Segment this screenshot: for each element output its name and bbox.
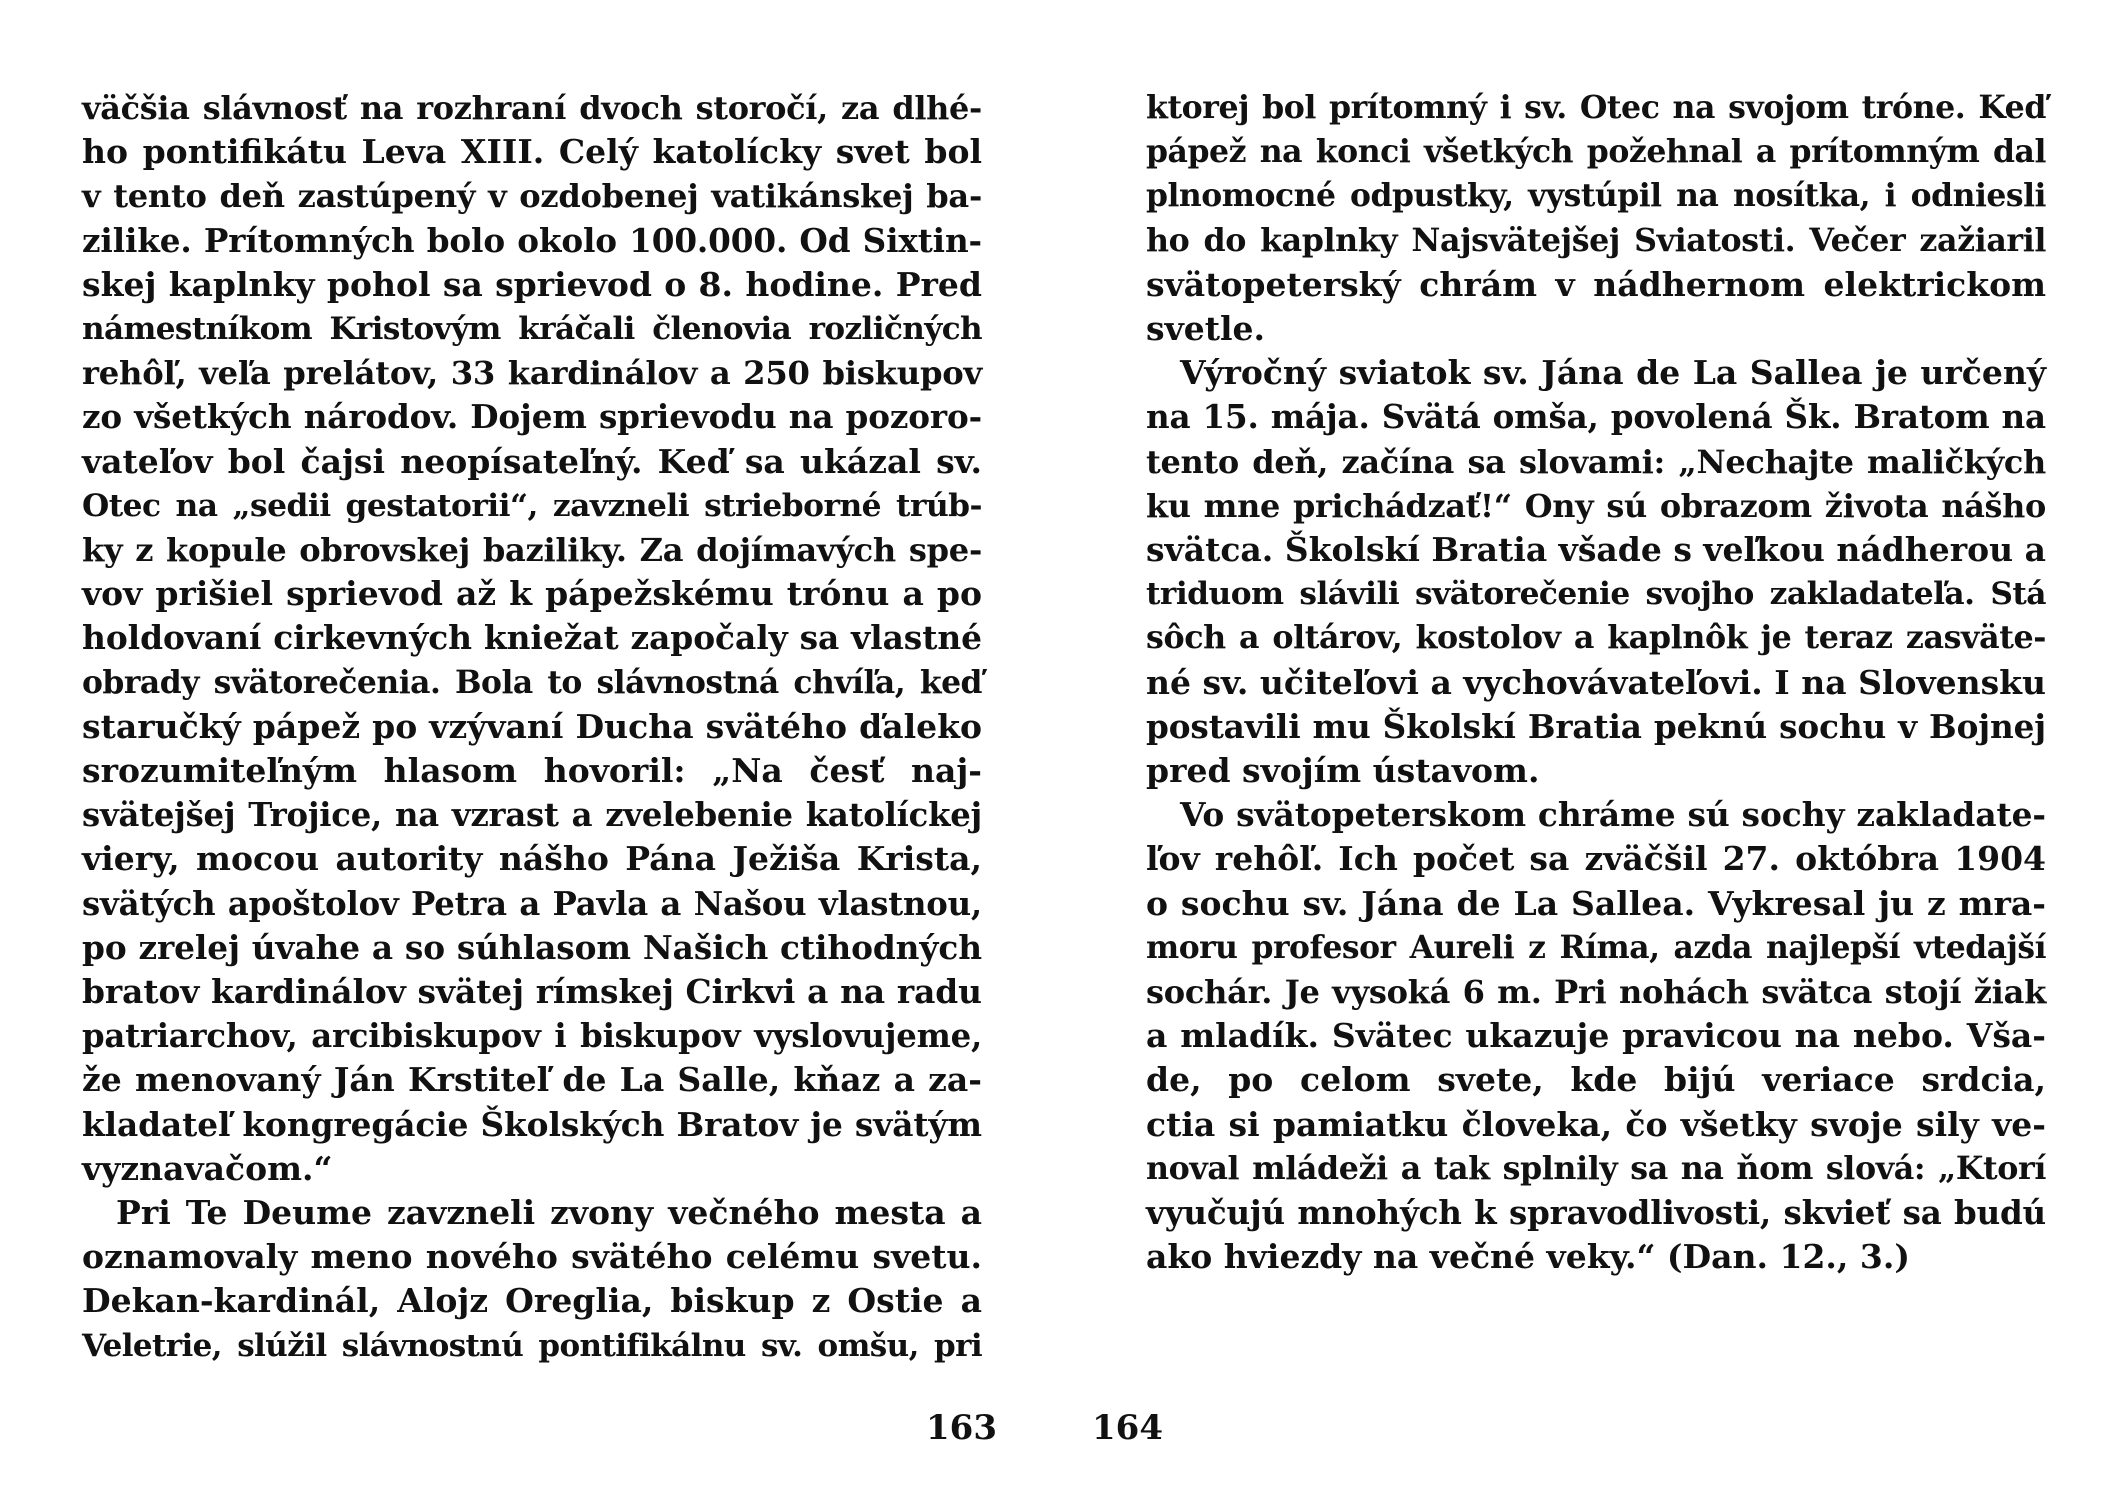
text-line: svätých apoštolov Petra a Pavla a Našou vlastnou, [82,884,982,923]
text-line: v tento deň zastúpený v ozdobenej vatikánskej ba- [82,177,982,216]
text-line: Výročný sviatok sv. Jána de La Sallea je určený [1180,353,2046,393]
text-line: že menovaný Ján Krstiteľ de La Salle, kňaz a za- [82,1060,982,1100]
text-line: svetle. [1146,309,1266,349]
text-line: námestníkom Kristovým kráčali členovia rozličných [82,311,982,348]
text-line: Dekan-kardinál, Alojz Oreglia, biskup z Ostie a [82,1281,982,1321]
text-line: triduom slávili svätorečenie svojho zakladateľa. Stá [1146,576,2046,613]
text-line: postavili mu Školskí Bratia peknú sochu v Bojnej [1146,706,2046,746]
text-line: vov prišiel sprievod až k pápežskému trónu a po [82,574,982,614]
text-line: Veletrie, slúžil slávnostnú pontifikálnu sv. omšu, pri [82,1327,982,1364]
text-line: ho pontifikátu Leva XIII. Celý katolícky svet bol [82,132,982,172]
text-line: oznamovaly meno nového svätého celému svetu. [82,1237,982,1277]
text-line: Otec na „sedii gestatorii“, zavzneli strieborné trúb- [82,487,982,524]
text-line: noval mládeži a tak splnily sa na ňom slová: „Ktorí [1146,1149,2046,1187]
left-page-text [82,86,982,1368]
text-line: vyznavačom.“ [82,1148,333,1188]
text-line: vateľov bol čajsi neopísateľný. Keď sa ukázal sv. [82,441,982,481]
text-line: zilike. Prítomných bolo okolo 100.000. Od Sixtin- [82,220,982,260]
text-line: viery, mocou autority nášho Pána Ježiša Krista, [82,839,982,879]
text-line: ky z kopule obrovskej baziliky. Za dojímavých spe- [82,531,982,570]
text-line: pred svojím ústavom. [1146,751,1540,791]
text-line: ľov rehôľ. Ich počet sa zväčšil 27. októbra 1904 [1146,839,2046,879]
right-page-number: 164 [1092,1408,1163,1448]
text-line: pápež na konci všetkých požehnal a prítomným dal [1146,133,2046,171]
text-line: skej kaplnky pohol sa sprievod o 8. hodine. Pred [82,264,982,304]
text-line: ho do kaplnky Najsvätejšej Sviatosti. Večer zažiaril [1146,221,2046,259]
text-line: né sv. učiteľovi a vychovávateľovi. I na Slovensku [1146,662,2046,702]
text-line: zo všetkých národov. Dojem sprievodu na pozoro- [82,397,982,437]
text-line: de, po celom svete, kde bijú veriace srdcia, [1146,1060,2046,1100]
text-line: patriarchov, arcibiskupov i biskupov vyslovujeme, [82,1017,982,1056]
text-line: o sochu sv. Jána de La Sallea. Vykresal ju z mra- [1146,883,2046,923]
text-line: obrady svätorečenia. Bola to slávnostná chvíľa, keď [82,664,982,701]
text-line: a mladík. Svätec ukazuje pravicou na nebo. Vša- [1146,1016,2046,1056]
left-page-number: 163 [926,1408,997,1448]
text-line: sochár. Je vysoká 6 m. Pri nohách svätca stojí žiak [1146,973,2046,1012]
text-line: po zrelej úvahe a so súhlasom Našich ctihodných [82,927,982,967]
text-line: svätca. Školskí Bratia všade s veľkou nádherou a [1146,530,2046,570]
text-line: holdovaní cirkevných kniežat započaly sa vlastné [82,618,982,658]
right-page-text [1146,86,2046,1279]
text-line: staručký pápež po vzývaní Ducha svätého ďaleko [82,706,982,746]
text-line: svätopeterský chrám v nádhernom elektrickom [1146,264,2046,304]
text-line: vyučujú mnohých k spravodlivosti, skvieť sa budú [1146,1194,2046,1233]
text-line: Vo svätopeterskom chráme sú sochy zakladate- [1180,795,2046,835]
text-line: svätejšej Trojice, na vzrast a zvelebenie katolíckej [82,796,982,835]
text-line: tento deň, začína sa slovami: „Nechajte maličkých [1146,442,2046,481]
text-line: ktorej bol prítomný i sv. Otec na svojom tróne. Keď [1146,89,2046,126]
text-line: plnomocné odpustky, vystúpil na nosítka, i odniesli [1146,178,2046,215]
text-line: ako hviezdy na večné veky.“ (Dan. 12., 3.) [1146,1237,1910,1277]
text-line: ku mne prichádzať!“ Ony sú obrazom života nášho [1146,486,2046,525]
text-line: ctia si pamiatku človeka, čo všetky svoje sily ve- [1146,1104,2046,1144]
text-line: bratov kardinálov svätej rímskej Cirkvi a na radu [82,972,982,1012]
text-line: moru profesor Aureli z Ríma, azda najlepší vtedajší [1146,929,2046,966]
text-line: kladateľ kongregácie Školských Bratov je svätým [82,1104,982,1144]
text-line: väčšia slávnosť na rozhraní dvoch storočí, za dlhé- [82,89,982,127]
text-line: srozumiteľným hlasom hovoril: „Na česť naj- [82,751,982,791]
text-line: sôch a oltárov, kostolov a kaplnôk je teraz zasväte- [1146,619,2046,657]
text-line: na 15. mája. Svätá omša, povolená Šk. Bratom na [1146,397,2046,437]
text-line: Pri Te Deume zavzneli zvony večného mesta a [116,1193,982,1233]
right-page [1054,0,2108,1500]
text-line: rehôľ, veľa prelátov, 33 kardinálov a 250 biskupov [82,354,982,393]
